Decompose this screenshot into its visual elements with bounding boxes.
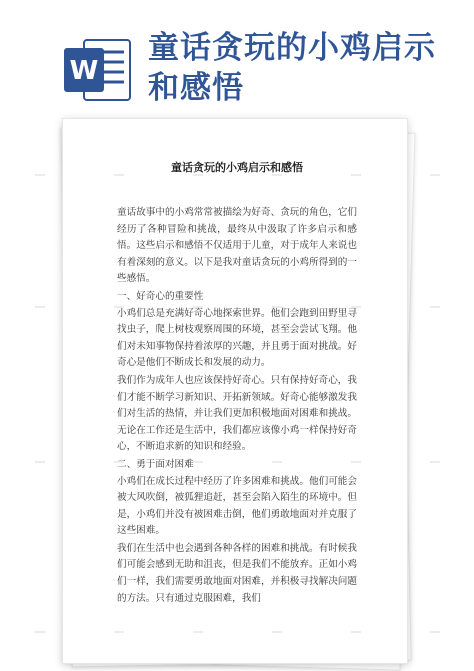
page-content — [117, 161, 357, 608]
paragraph-intro: 童话故事中的小鸡常常被描绘为好奇、贪玩的角色，它们经历了各种冒险和挑战，最终从中汲取了许多启示和感悟。这些启示和感悟不仅适用于儿童，对于成年人来说也有着深刻的意义。以下是我对童话贪玩的小鸡所得到的一些感悟。 — [117, 207, 357, 285]
section-heading-2: 二、勇于面对困难 — [117, 458, 194, 470]
document-title: 童话贪玩的小鸡启示和感悟 — [171, 161, 303, 174]
paragraph-curiosity-2: 我们作为成年人也应该保持好奇心。只有保持好奇心，我们才能不断学习新知识、开拓新领域。好奇心能够激发我们对生活的热情，并让我们更加积极地面对困难和挑战。无论在工作还是生活中，我们都应该像小鸡一样保持好奇心，不断追求新的知识和经验。 — [117, 374, 357, 453]
header-banner — [0, 0, 474, 110]
section-heading-1: 一、好奇心的重要性 — [117, 290, 204, 302]
paragraph-courage-2: 我们在生活中也会遇到各种各样的困难和挑战。有时候我们可能会感到无助和沮丧，但是我们不能放弃。正如小鸡们一样，我们需要勇敢地面对困难，并积极寻找解决问题的方法。只有通过克服困难，我们 — [117, 542, 357, 604]
front-sheet — [62, 118, 408, 664]
document-preview — [62, 118, 408, 664]
paragraph-courage-1: 小鸡们在成长过程中经历了许多困难和挑战。他们可能会被大风吹倒，被狐狸追赶，甚至会陷入陌生的环境中。但是，小鸡们并没有被困难击倒，他们勇敢地面对并克服了这些困难。 — [117, 475, 357, 537]
svg-text:W: W — [69, 56, 99, 86]
paragraph-curiosity-1: 小鸡们总是充满好奇心地探索世界。他们会跑到田野里寻找虫子，爬上树枝观察周围的环境，甚至会尝试飞翔。他们对未知事物保持着浓厚的兴趣，并且勇于面对挑战。好奇心是他们不断成长和发展的动力。 — [117, 307, 357, 369]
word-document-icon — [62, 36, 134, 104]
banner-title: 童话贪玩的小鸡启示和感悟 — [148, 30, 436, 106]
